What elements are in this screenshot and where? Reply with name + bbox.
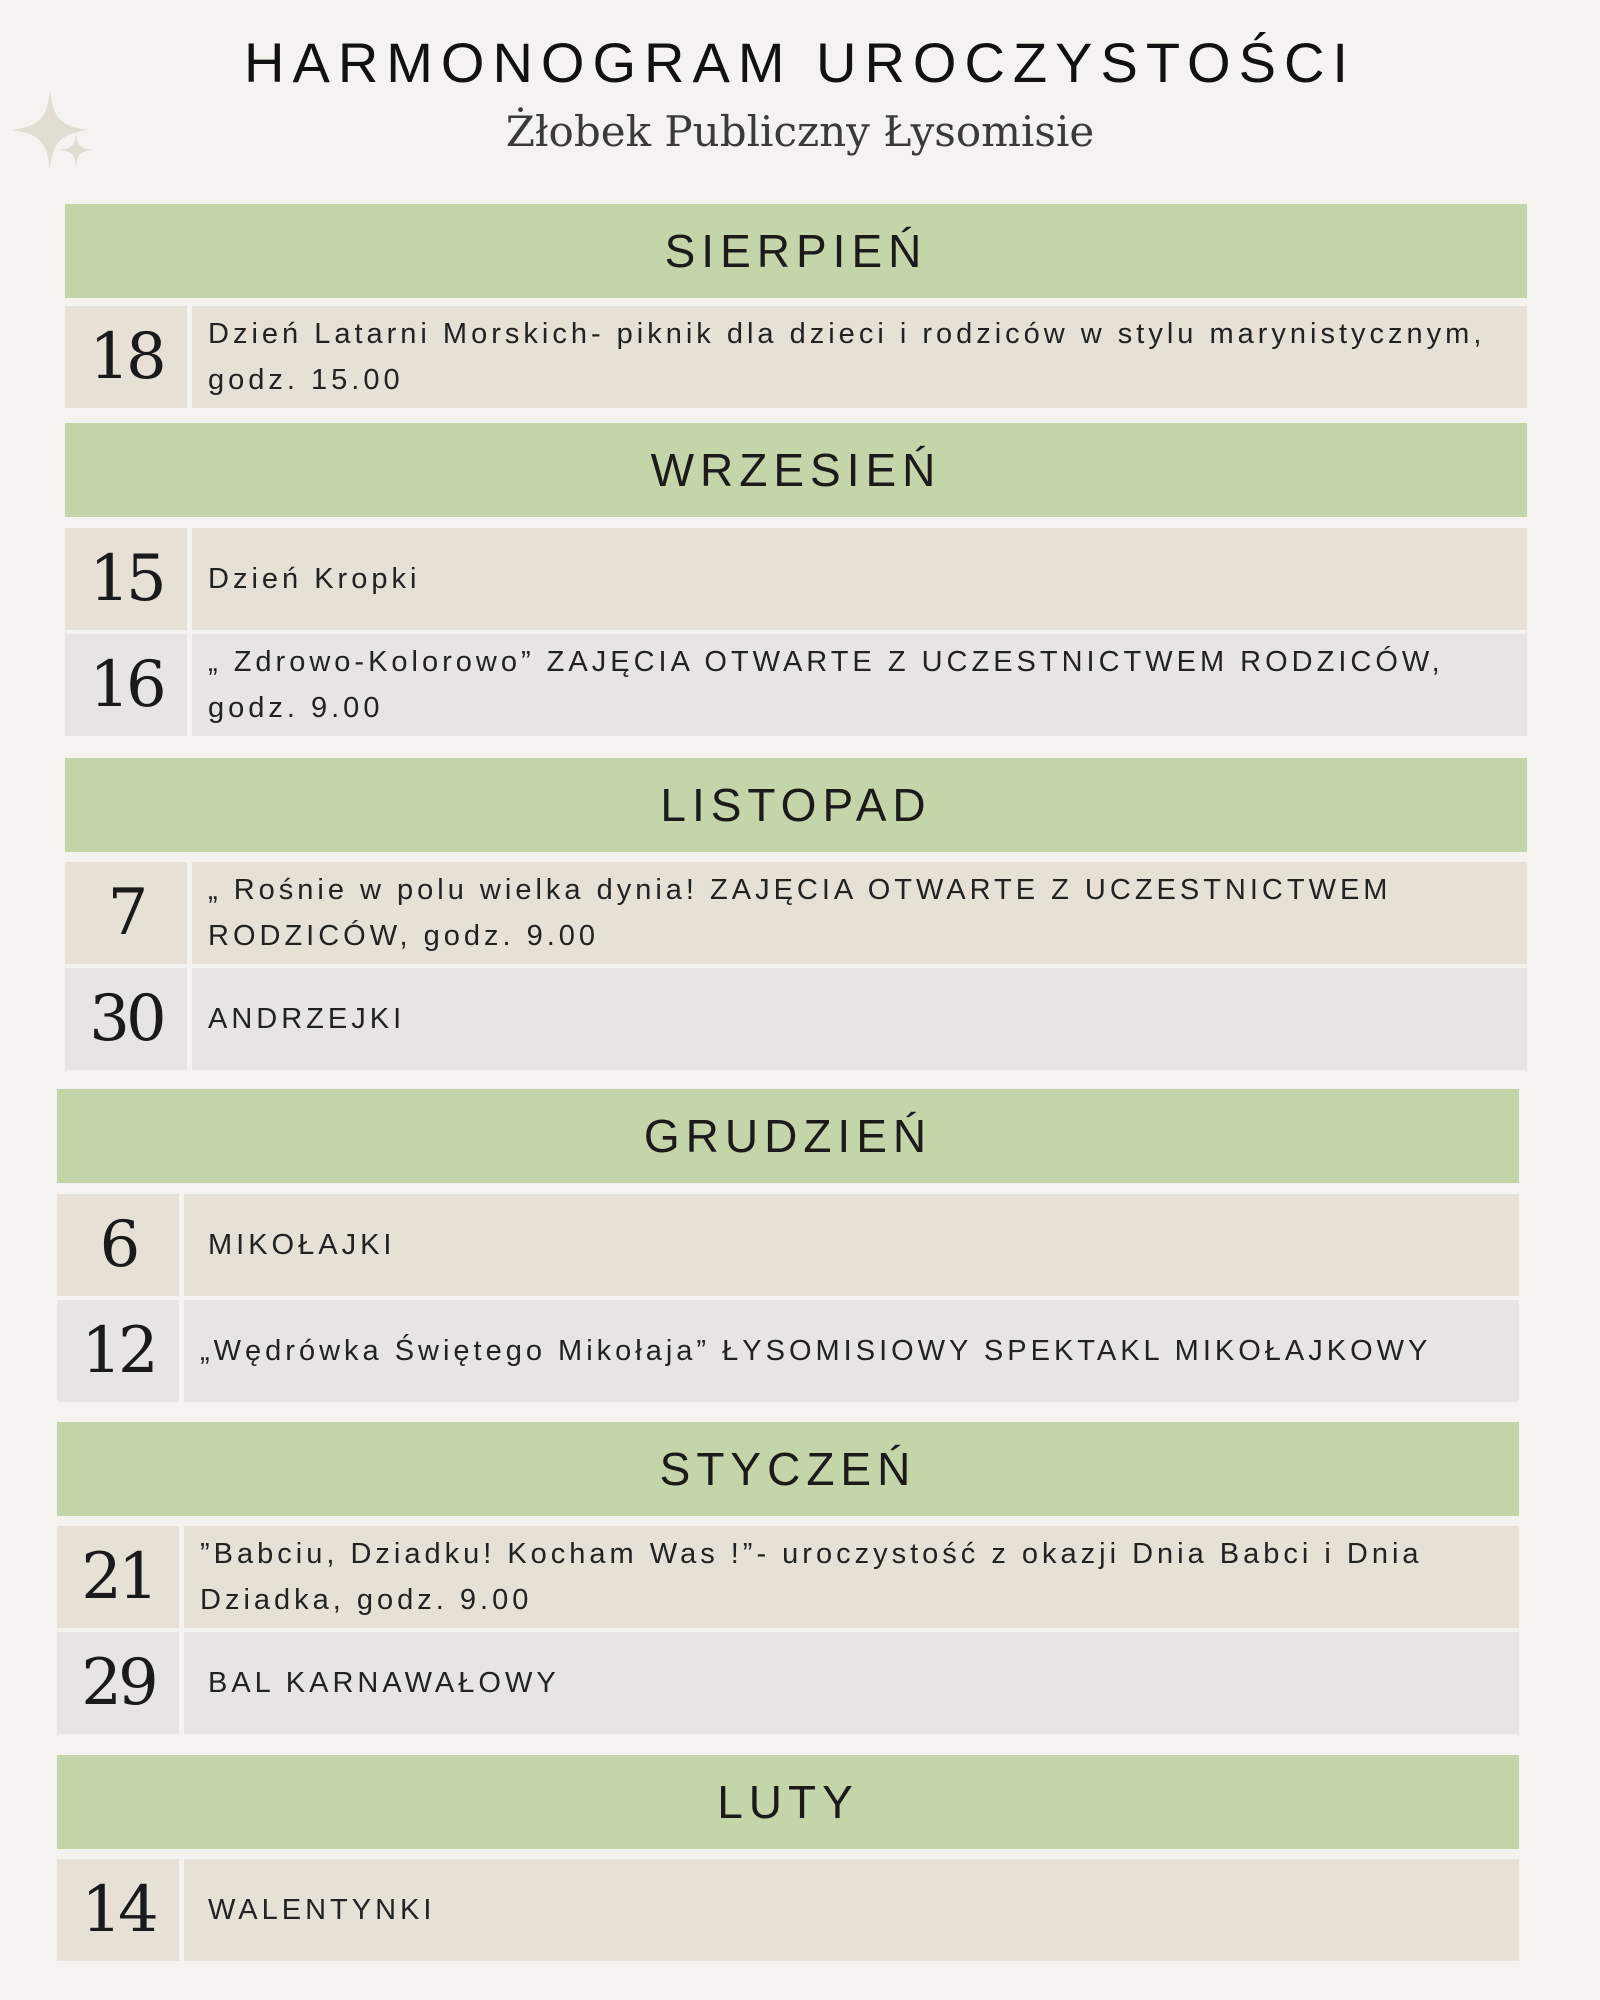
page-subtitle: Żłobek Publiczny Łysomisie bbox=[505, 107, 1095, 156]
event-day: 6 bbox=[57, 1194, 179, 1296]
event-row bbox=[65, 968, 1527, 1070]
event-row bbox=[65, 528, 1527, 630]
event-description: Dzień Latarni Morskich- piknik dla dzieci i rodziców w stylu marynistycznym, godz. 15.00 bbox=[192, 306, 1527, 408]
event-description: ANDRZEJKI bbox=[192, 968, 1527, 1070]
month-header-sierpien: SIERPIEŃ bbox=[65, 204, 1527, 298]
event-row bbox=[57, 1632, 1519, 1734]
event-day: 29 bbox=[57, 1632, 179, 1734]
event-row bbox=[57, 1300, 1519, 1402]
event-description: Dzień Kropki bbox=[192, 528, 1527, 630]
event-day: 7 bbox=[65, 862, 187, 964]
month-header-grudzien: GRUDZIEŃ bbox=[57, 1089, 1519, 1183]
event-day: 14 bbox=[57, 1859, 179, 1961]
event-description: „Wędrówka Świętego Mikołaja” ŁYSOMISIOWY SPEKTAKL MIKOŁAJKOWY bbox=[184, 1300, 1519, 1402]
event-row bbox=[57, 1526, 1519, 1628]
month-header-listopad: LISTOPAD bbox=[65, 758, 1527, 852]
event-row bbox=[57, 1194, 1519, 1296]
event-description: MIKOŁAJKI bbox=[184, 1194, 1519, 1296]
event-description: ”Babciu, Dziadku! Kocham Was !”- uroczystość z okazji Dnia Babci i Dnia Dziadka, godz. 9.00 bbox=[184, 1526, 1519, 1628]
event-day: 21 bbox=[57, 1526, 179, 1628]
page-title: HARMONOGRAM UROCZYSTOŚCI bbox=[244, 31, 1356, 94]
event-description: „ Zdrowo-Kolorowo” ZAJĘCIA OTWARTE Z UCZESTNICTWEM RODZICÓW, godz. 9.00 bbox=[192, 634, 1527, 736]
event-day: 18 bbox=[65, 306, 187, 408]
event-description: BAL KARNAWAŁOWY bbox=[184, 1632, 1519, 1734]
event-description: WALENTYNKI bbox=[184, 1859, 1519, 1961]
month-header-luty: LUTY bbox=[57, 1755, 1519, 1849]
month-header-styczen: STYCZEŃ bbox=[57, 1422, 1519, 1516]
event-day: 16 bbox=[65, 634, 187, 736]
event-row bbox=[65, 862, 1527, 964]
event-day: 12 bbox=[57, 1300, 179, 1402]
month-header-wrzesien: WRZESIEŃ bbox=[65, 423, 1527, 517]
event-description: „ Rośnie w polu wielka dynia! ZAJĘCIA OTWARTE Z UCZESTNICTWEM RODZICÓW, godz. 9.00 bbox=[192, 862, 1527, 964]
event-row bbox=[57, 1859, 1519, 1961]
event-day: 15 bbox=[65, 528, 187, 630]
event-day: 30 bbox=[65, 968, 187, 1070]
event-row bbox=[65, 306, 1527, 408]
event-row bbox=[65, 634, 1527, 736]
